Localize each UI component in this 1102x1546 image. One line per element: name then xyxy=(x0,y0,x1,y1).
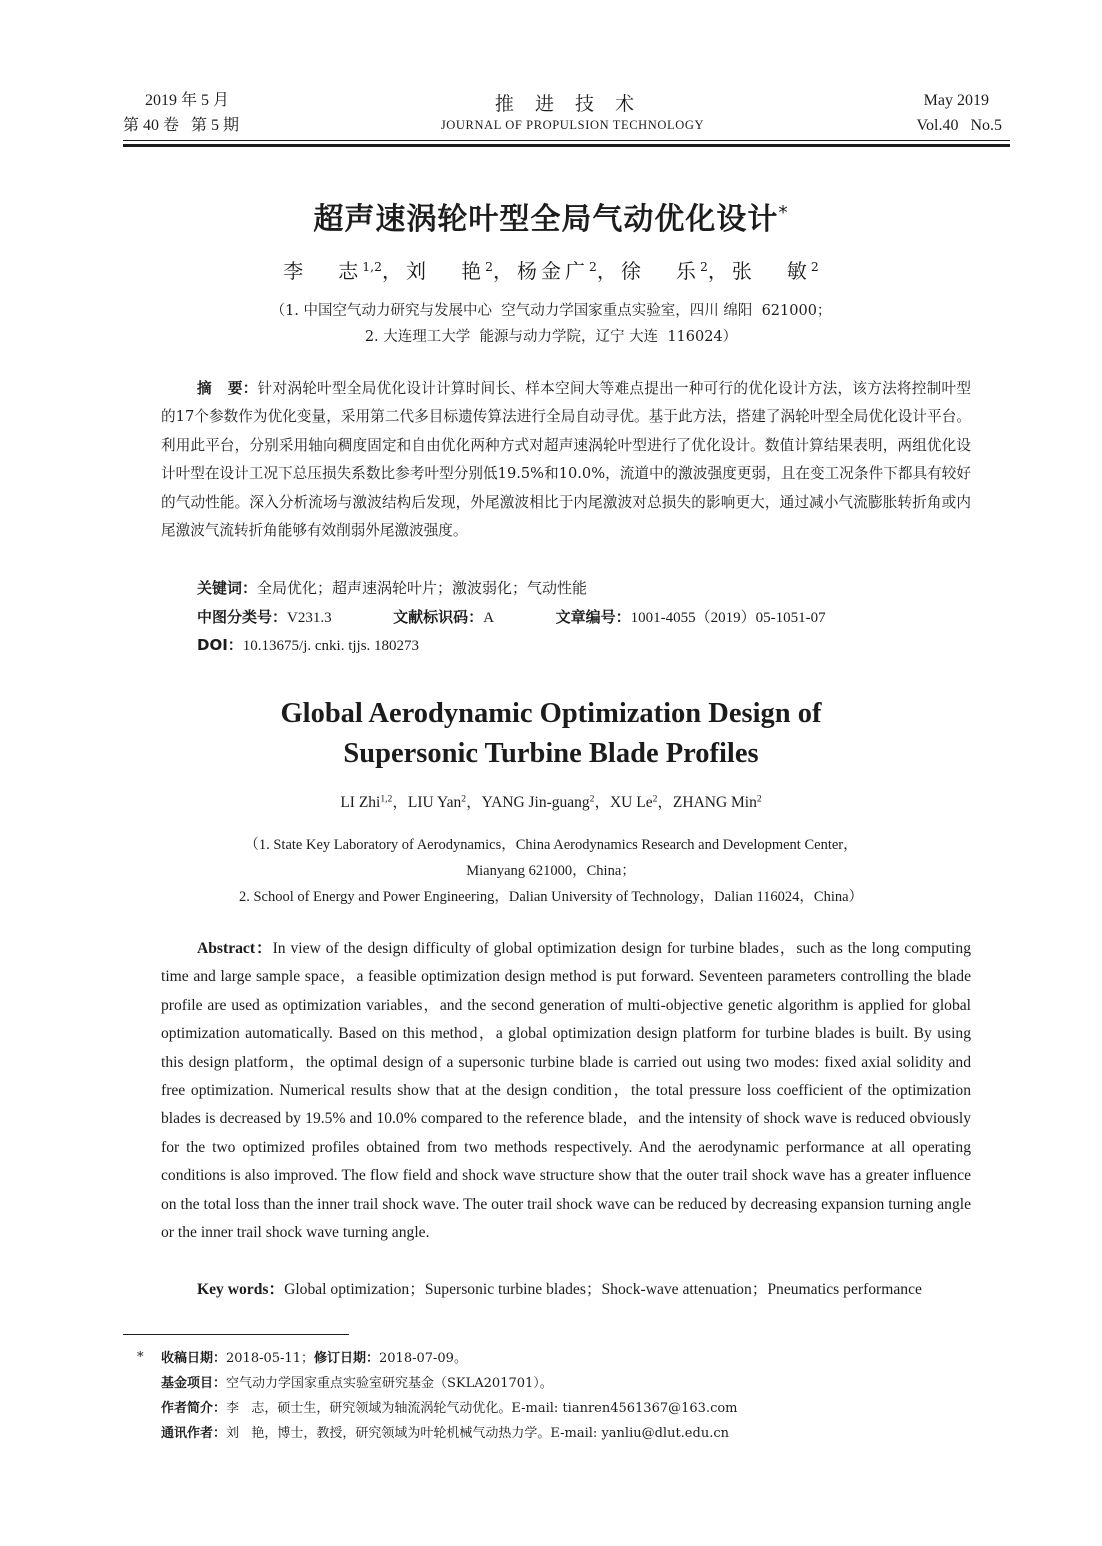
cn-author-name: 徐 乐 xyxy=(620,259,700,283)
en-author xyxy=(610,794,673,811)
keywords-cn: 关键词：全局优化；超声速涡轮叶片；激波弱化；气动性能 xyxy=(197,579,588,597)
journal-title-cn: 推 进 技 术 xyxy=(494,93,638,115)
en-author-name: LIU Yan xyxy=(407,794,462,811)
footnote-bio: 作者简介：李 志，硕士生，研究领域为轴流涡轮气动优化。E-mail: tianren4561367@163.com xyxy=(161,1401,738,1416)
keywords-en xyxy=(161,1276,971,1304)
cn-author-separator: ， xyxy=(382,259,406,283)
footnote-fund: 基金项目：空气动力学国家重点实验室研究基金（SKLA201701）。 xyxy=(161,1376,553,1391)
article-no-value: 1001-4055（2019）05-1051-07 xyxy=(630,610,826,626)
header-rule-thin xyxy=(123,140,1010,141)
header-rule-thick xyxy=(123,144,1010,147)
affiliation-en-1: （1. State Key Laboratory of Aerodynamics，China Aerodynamics Research and Development Center， xyxy=(244,837,858,853)
en-author-separator: ， xyxy=(657,794,673,811)
title-footnote-mark: * xyxy=(778,202,789,224)
keywords-en-text: Global optimization；Supersonic turbine blades；Shock-wave attenuation；Pneumatics performance xyxy=(284,1281,922,1298)
cn-author xyxy=(283,259,406,283)
en-author-name: ZHANG Min xyxy=(672,794,757,811)
cn-author-affil-mark: 2 xyxy=(588,259,597,275)
doi-value: 10.13675/j. cnki. tjjs. 180273 xyxy=(242,638,420,654)
en-author-affil-mark: 1,2 xyxy=(380,793,393,805)
en-author-affil-mark: 2 xyxy=(589,793,595,805)
article-no-label: 文章编号： xyxy=(555,608,631,626)
abstract-cn-label: 摘 要： xyxy=(197,380,258,397)
en-author-separator: ， xyxy=(594,794,610,811)
abstract-cn xyxy=(161,375,971,545)
footnote-dates: 收稿日期：2018-05-11；修订日期：2018-07-09。 xyxy=(161,1351,467,1366)
affiliation-en-1b: Mianyang 621000，China； xyxy=(466,863,636,879)
affiliation-cn-1: （1. 中国空气动力研究与发展中心 空气动力学国家重点实验室，四川 绵阳 621000； xyxy=(270,303,832,319)
paper-title-en-line1: Global Aerodynamic Optimization Design of xyxy=(280,698,822,729)
cn-author xyxy=(406,259,517,283)
cn-author xyxy=(732,259,819,283)
paper-title-en-line2: Supersonic Turbine Blade Profiles xyxy=(343,738,759,769)
authors-en xyxy=(0,790,1102,812)
keywords-en-label: Key words： xyxy=(197,1281,285,1298)
doc-code-label: 文献标识码： xyxy=(393,608,484,626)
en-author xyxy=(673,794,762,811)
cn-author-separator: ， xyxy=(707,259,732,283)
en-author-affil-mark: 2 xyxy=(652,793,658,805)
en-author-affil-mark: 2 xyxy=(461,793,467,805)
en-author-name: YANG Jin-guang xyxy=(481,794,590,811)
cn-author-affil-mark: 2 xyxy=(810,259,819,275)
affiliation-en-2: 2. School of Energy and Power Engineering，Dalian University of Technology，Dalian 116024，China） xyxy=(238,889,864,905)
en-author-separator: ， xyxy=(466,794,482,811)
header-date-cn: 2019 年 5 月 xyxy=(145,92,230,109)
doi-row: DOI：10.13675/j. cnki. tjjs. 180273 xyxy=(197,636,420,654)
cn-author-name: 李 志 xyxy=(283,259,363,283)
header-issue-cn: 第 40 卷 第 5 期 xyxy=(123,117,240,134)
cn-author-name: 刘 艳 xyxy=(406,259,486,283)
en-author xyxy=(408,794,482,811)
clc-value: V231.3 xyxy=(287,610,332,626)
en-author xyxy=(482,794,610,811)
en-author-affil-mark: 2 xyxy=(756,793,762,805)
en-author-name: LI Zhi xyxy=(340,794,381,811)
en-author-name: XU Le xyxy=(609,794,653,811)
abstract-en-label: Abstract： xyxy=(197,940,273,957)
doc-code-value: A xyxy=(483,610,495,626)
classification-row xyxy=(197,606,826,629)
abstract-cn-text: 针对涡轮叶型全局优化设计计算时间长、样本空间大等难点提出一种可行的优化设计方法，该方法将控制叶型的17个参数作为优化变量，采用第二代多目标遗传算法进行全局自动寻优。基于此方法，搭建了涡轮叶型全局优化设计平台。利用此平台，分别采用轴向稠度固定和自由优化两种方式对超声速涡轮叶型进行了优化设计。数值计算结果表明，两组优化设计叶型在设计工况下总压损失系数比参考叶型分别低19.5%和10.0%，流道中的激波强度更弱，且在变工况条件下都具有较好的气动性能。深入分析流场与激波结构后发现，外尾激波相比于内尾激波对总损失的影响更大，通过减小气流膨胀转折角或内尾激波气流转折角能够有效削弱外尾激波强度。 xyxy=(161,380,971,540)
cn-author-separator: ， xyxy=(492,259,517,283)
cn-author-affil-mark: 2 xyxy=(485,259,493,275)
affiliation-cn-2: 2. 大连理工大学 能源与动力学院，辽宁 大连 116024） xyxy=(364,329,738,345)
footnote-rule xyxy=(123,1334,349,1335)
cn-author-name: 杨金广 xyxy=(516,259,589,283)
clc-label: 中图分类号： xyxy=(197,608,288,626)
cn-author-affil-mark: 1,2 xyxy=(362,259,382,275)
footnote-corresponding: 通讯作者：刘 艳，博士，教授，研究领域为叶轮机械气动热力学。E-mail: yanliu@dlut.edu.cn xyxy=(161,1426,729,1441)
cn-author xyxy=(517,259,621,283)
cn-author-name: 张 敏 xyxy=(731,259,811,283)
header-date-en: May 2019 xyxy=(923,92,989,109)
cn-author xyxy=(621,259,732,283)
authors-cn xyxy=(0,255,1102,284)
en-author-separator: ， xyxy=(392,794,408,811)
abstract-en xyxy=(161,935,971,1247)
abstract-en-text: In view of the design difficulty of global optimization design for turbine blades，such as the long computing time and large sample space，a feasible optimization design method is put forward. Seventeen parameters controlling the blade profile are used as optimization variables，and the second generation of multi-objective genetic algorithm is applied for global optimization automatically. Based on this method，a global optimization design platform for turbine blades is built. By using this design platform，the optimal design of a supersonic turbine blade is carried out using two modes: fixed axial solidity and free optimization. Numerical results show that at the design condition，the total pressure loss coefficient of the optimization blades is decreased by 19.5% and 10.0% compared to the reference blade，and the intensity of shock wave is reduced obviously for the two optimized profiles obtained from two methods respectively. And the aerodynamic performance at all operating conditions is also improved. The flow field and shock wave structure show that the outer trail shock wave has a greater influence on the total loss than the inner trail shock wave. The outer trail shock wave can be reduced by decreasing expansion turning angle or the inner trail shock wave turning angle. xyxy=(161,940,971,1242)
en-author xyxy=(340,794,408,811)
paper-title-cn: 超声速涡轮叶型全局气动优化设计* xyxy=(313,202,789,237)
cn-author-separator: ， xyxy=(596,259,621,283)
journal-title-en: JOURNAL OF PROPULSION TECHNOLOGY xyxy=(440,118,705,132)
footnote-star: * xyxy=(137,1350,144,1365)
cn-author-affil-mark: 2 xyxy=(699,259,708,275)
header-issue-en: Vol.40 No.5 xyxy=(916,117,1002,134)
